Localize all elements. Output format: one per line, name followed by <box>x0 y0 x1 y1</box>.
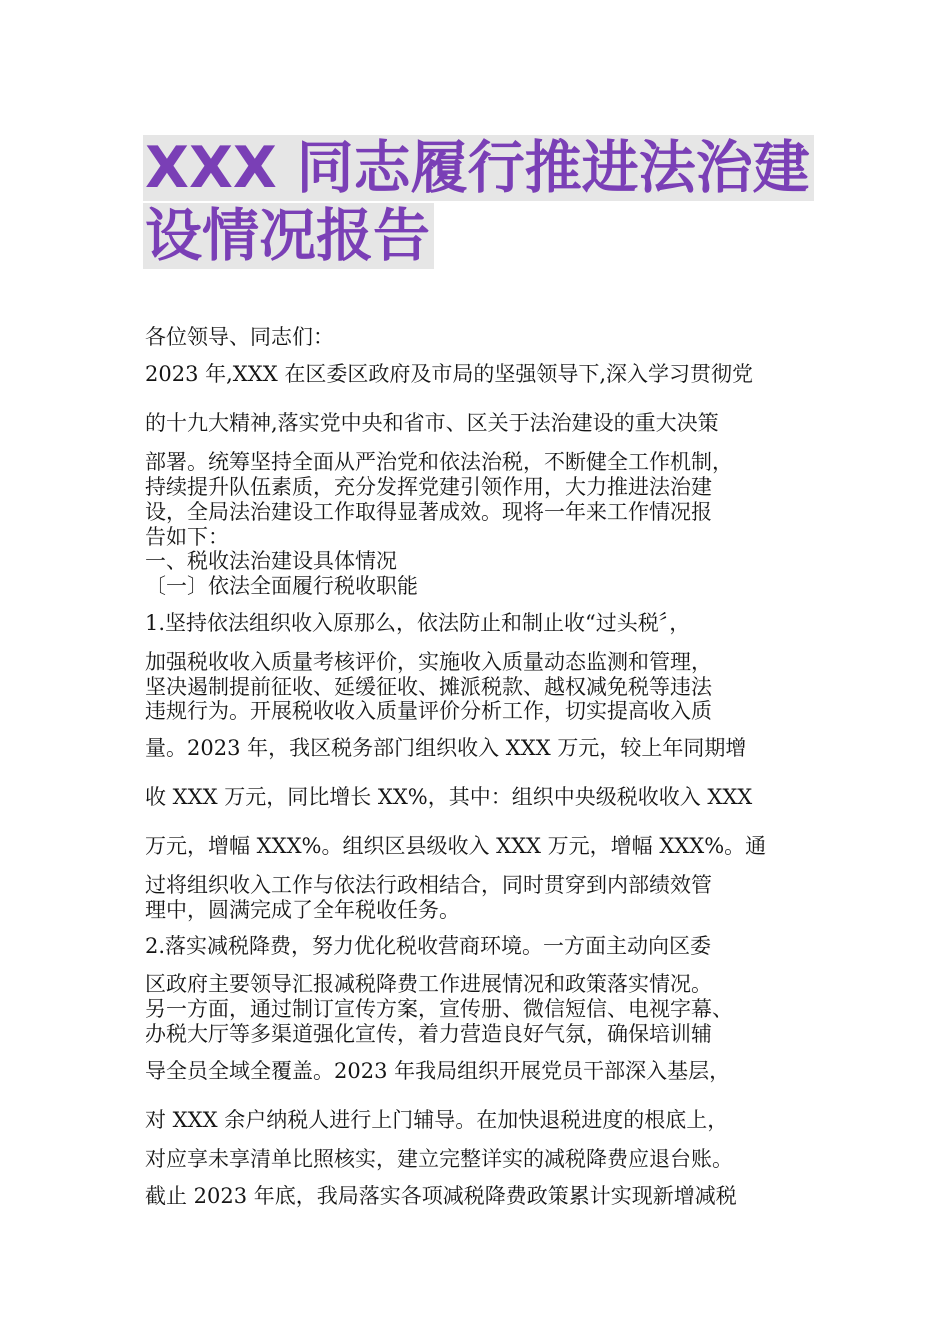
document-title-line-1: XXX 同志履行推进法治建 <box>143 135 814 201</box>
body-line: 对 XXX 余户纳税人进行上门辅导。在加快退税进度的根底上， <box>145 1108 729 1132</box>
body-line: 持续提升队伍素质，充分发挥党建引领作用，大力推进法治建 <box>145 475 712 499</box>
body-line: 办税大厅等多渠道强化宣传，着力营造良好气氛，确保培训辅 <box>145 1022 712 1046</box>
body-line: 截止 2023 年底，我局落实各项减税降费政策累计实现新增减税 <box>145 1184 737 1208</box>
body-line: 违规行为。开展税收收入质量评价分析工作，切实提高收入质 <box>145 699 712 723</box>
body-line: 万元，增幅 XXX%。组织区县级收入 XXX 万元，增幅 XXX%。通 <box>145 834 767 858</box>
body-line: 部署。统筹坚持全面从严治党和依法治税，不断健全工作机制， <box>145 450 733 474</box>
body-line: 理中，圆满完成了全年税收任务。 <box>145 898 460 922</box>
body-line: 加强税收收入质量考核评价，实施收入质量动态监测和管理， <box>145 650 712 674</box>
body-line: 设，全局法治建设工作取得显著成效。现将一年来工作情况报 <box>145 500 712 524</box>
body-line: 的十九大精神,落实党中央和省市、区关于法治建设的重大决策 <box>145 411 719 435</box>
body-line: 告如下： <box>145 525 229 549</box>
body-line: 2023 年,XXX 在区委区政府及市局的坚强领导下,深入学习贯彻党 <box>145 362 753 386</box>
section-heading: 一、税收法治建设具体情况 <box>145 549 397 573</box>
body-line: 1.坚持依法组织收入原那么，依法防止和制止收“过头税〞， <box>145 611 691 635</box>
body-line: 导全员全域全覆盖。2023 年我局组织开展党员干部深入基层， <box>145 1059 731 1083</box>
body-line: 另一方面，通过制订宣传方案，宣传册、微信短信、电视字幕、 <box>145 997 733 1021</box>
body-line: 收 XXX 万元，同比增长 XX%，其中：组织中央级税收收入 XXX <box>145 785 753 809</box>
body-line: 区政府主要领导汇报减税降费工作进展情况和政策落实情况。 <box>145 972 712 996</box>
document-title-line-2: 设情况报告 <box>143 203 434 269</box>
body-line: 坚决遏制提前征收、延缓征收、摊派税款、越权减免税等违法 <box>145 675 712 699</box>
body-line: 2.落实减税降费，努力优化税收营商环境。一方面主动向区委 <box>145 934 712 958</box>
body-line: 对应享未享清单比照核实，建立完整详实的减税降费应退台账。 <box>145 1147 733 1171</box>
salutation: 各位领导、同志们： <box>145 325 334 349</box>
body-line: 量。2023 年，我区税务部门组织收入 XXX 万元，较上年同期增 <box>145 736 747 760</box>
subsection-heading: 〔一〕依法全面履行税收职能 <box>145 574 418 598</box>
body-line: 过将组织收入工作与依法行政相结合，同时贯穿到内部绩效管 <box>145 873 712 897</box>
